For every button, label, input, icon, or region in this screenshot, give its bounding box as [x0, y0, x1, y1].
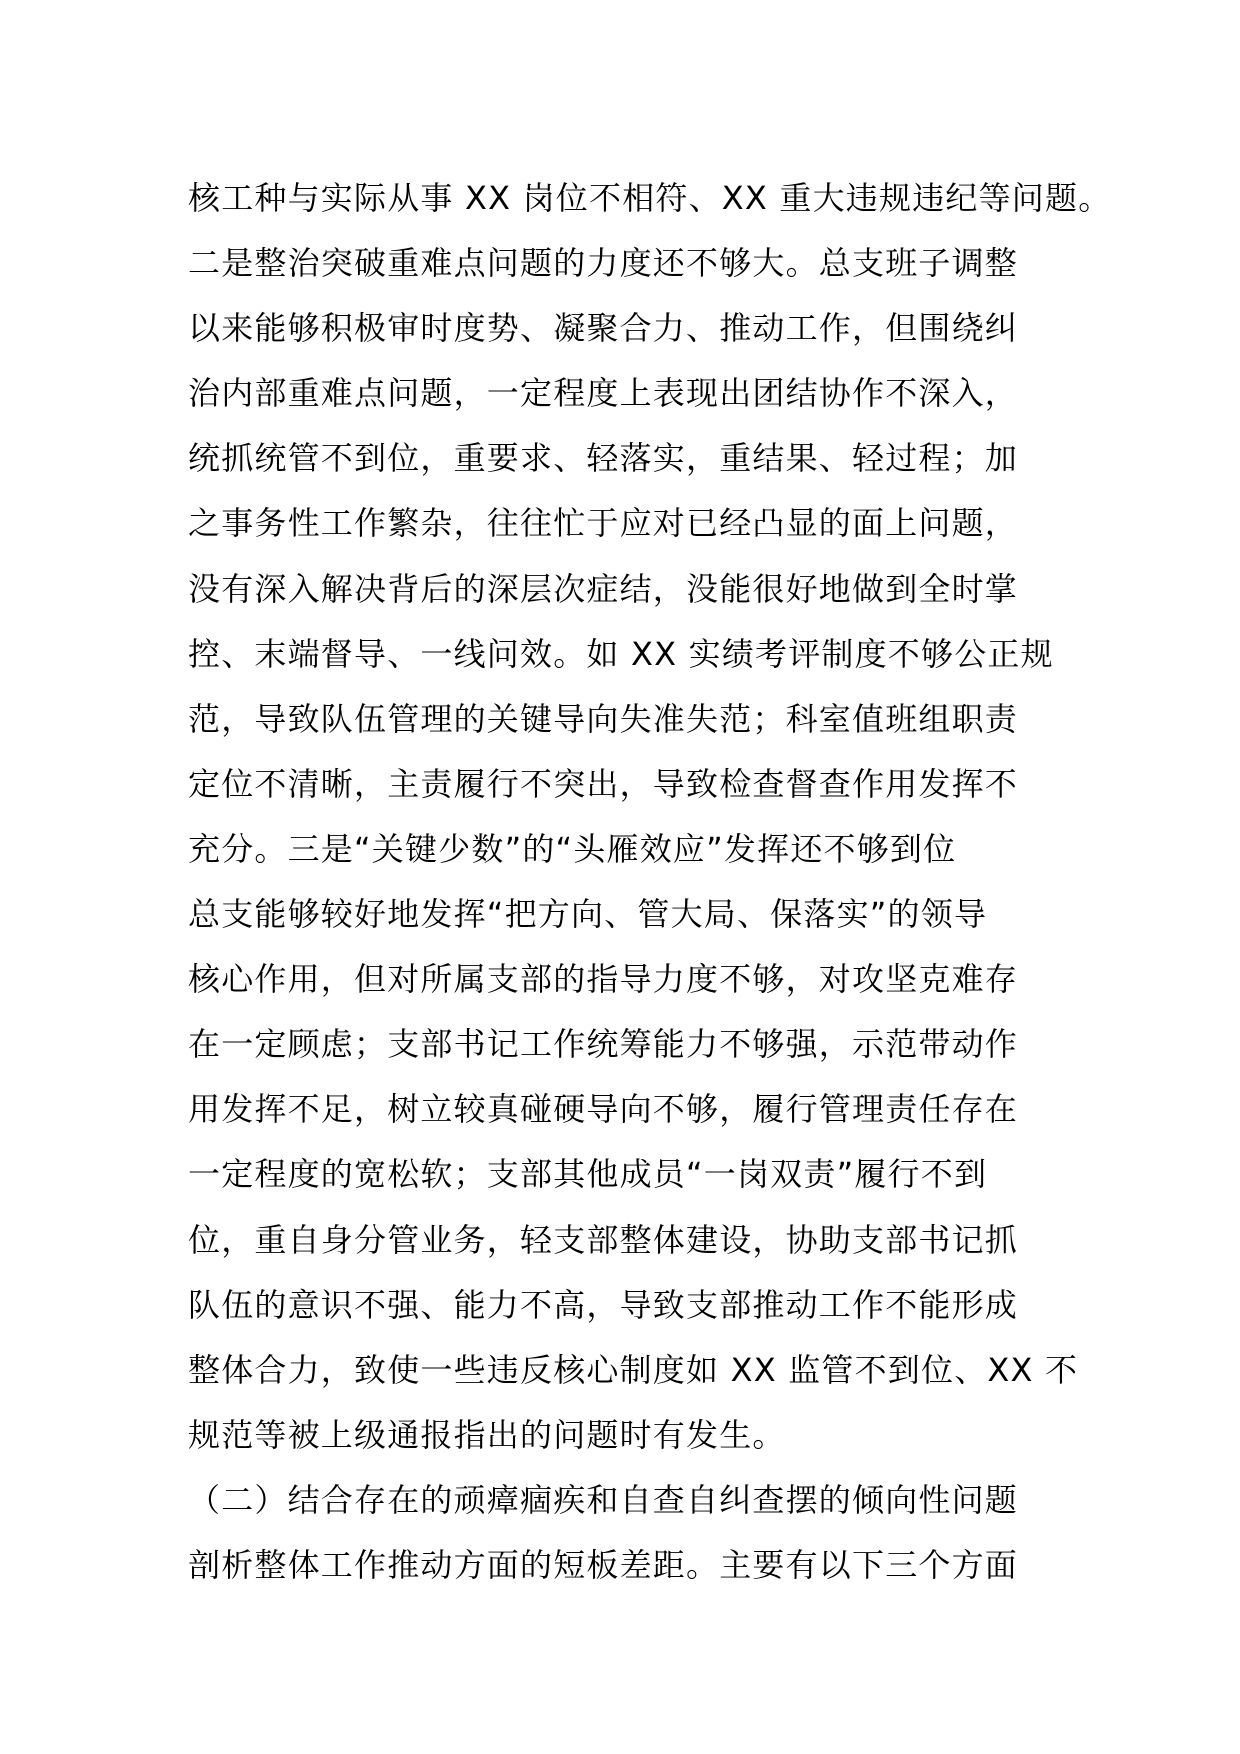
text-line: 剖析整体工作推动方面的短板差距。主要有以下三个方面: [188, 1545, 1019, 1584]
text-line: 统抓统管不到位，重要求、轻落实，重结果、轻过程；加: [188, 439, 1019, 478]
text-line: 二是整治突破重难点问题的力度还不够大。总支班子调整: [188, 244, 1019, 283]
text-line: 以来能够积极审时度势、凝聚合力、推动工作，但围绕纠: [188, 309, 1019, 348]
text-line: 位，重自身分管业务，轻支部整体建设，协助支部书记抓: [188, 1220, 1019, 1259]
text-line: 整体合力，致使一些违反核心制度如 XX 监管不到位、XX 不: [188, 1350, 1079, 1389]
text-line: 充分。三是“关键少数”的“头雁效应”发挥还不够到位: [188, 829, 957, 868]
text-line: 用发挥不足，树立较真碰硬导向不够，履行管理责任存在: [188, 1090, 1019, 1129]
text-line: 总支能够较好地发挥“把方向、管大局、保落实”的领导: [188, 895, 988, 934]
text-line: 治内部重难点问题，一定程度上表现出团结协作不深入，: [188, 374, 1019, 413]
text-line: 核工种与实际从事 XX 岗位不相符、XX 重大违规违纪等问题。: [188, 179, 1112, 217]
text-line: 没有深入解决背后的深层次症结，没能很好地做到全时掌: [188, 569, 1019, 608]
text-line: 之事务性工作繁杂，往往忙于应对已经凸显的面上问题，: [188, 504, 1019, 543]
text-line: 在一定顾虑；支部书记工作统筹能力不够强，示范带动作: [188, 1025, 1019, 1064]
text-line: 范，导致队伍管理的关键导向失准失范；科室值班组职责: [188, 699, 1019, 738]
text-line: 规范等被上级通报指出的问题时有发生。: [188, 1415, 786, 1454]
text-line: 定位不清晰，主责履行不突出，导致检查督查作用发挥不: [188, 764, 1019, 803]
body-text: [188, 166, 1112, 1598]
text-line: 一定程度的宽松软；支部其他成员“一岗双责”履行不到: [188, 1155, 988, 1194]
text-line: 控、末端督导、一线问效。如 XX 实绩考评制度不够公正规: [188, 634, 1054, 673]
text-line: 队伍的意识不强、能力不高，导致支部推动工作不能形成: [188, 1285, 1019, 1324]
text-line: 核心作用，但对所属支部的指导力度不够，对攻坚克难存: [188, 960, 1019, 999]
text-line: （二）结合存在的顽瘴痼疾和自查自纠查摆的倾向性问题: [188, 1480, 1019, 1519]
